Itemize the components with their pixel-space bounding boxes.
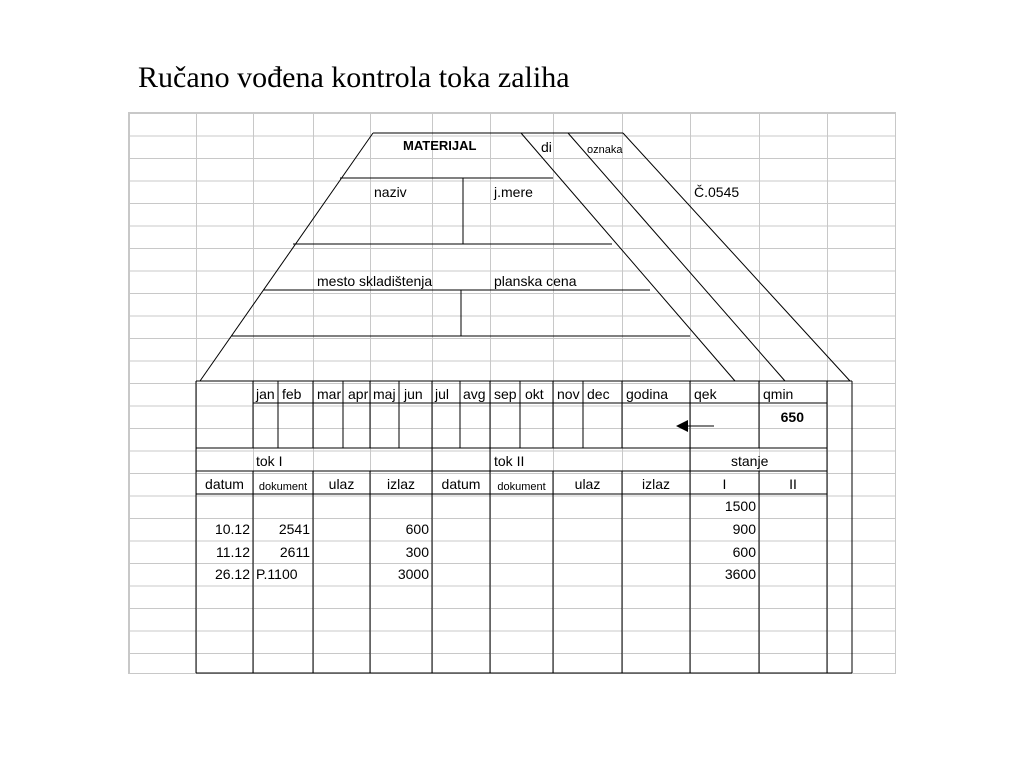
planska-cena-label: planska cena <box>494 273 577 289</box>
jmere-label: j.mere <box>494 184 533 200</box>
dio-label: di <box>541 139 552 155</box>
month-jul: jul <box>435 386 450 402</box>
godina-label: godina <box>626 386 669 402</box>
header-ulaz: ulaz <box>328 476 355 492</box>
row-datum: 10.12 <box>214 521 250 537</box>
header-stanje-1: I <box>722 476 727 492</box>
month-mar: mar <box>317 386 342 402</box>
sifra-value: Č.0545 <box>694 184 740 200</box>
header-ulaz-2: ulaz <box>574 476 601 492</box>
month-maj: maj <box>373 386 396 402</box>
header-datum: datum <box>205 476 244 492</box>
materijal-label: MATERIJAL <box>403 138 477 153</box>
month-sep: sep <box>494 386 517 402</box>
month-nov: nov <box>557 386 580 402</box>
page-title: Ručano vođena kontrola toka zaliha <box>138 61 570 94</box>
row-izlaz: 600 <box>405 521 429 537</box>
qek-label: qek <box>694 386 717 402</box>
row-dokument: 2611 <box>279 544 310 560</box>
header-datum-2: datum <box>441 476 481 492</box>
row-stanje: 3600 <box>724 566 756 582</box>
row-stanje: 1500 <box>724 498 756 514</box>
header-dokument-2: dokument <box>497 481 546 493</box>
row-dokument: P.1100 <box>256 566 298 582</box>
month-jun: jun <box>404 386 423 402</box>
arrow-left-icon <box>676 420 688 432</box>
row-izlaz: 3000 <box>397 566 429 582</box>
header-izlaz: izlaz <box>386 476 415 492</box>
mesto-label: mesto skladištenja <box>317 273 433 289</box>
stanje-label: stanje <box>731 453 769 469</box>
row-datum: 26.12 <box>214 566 250 582</box>
qmin-value: 650 <box>780 409 804 425</box>
oznaka-label: oznaka <box>587 144 623 156</box>
row-stanje: 600 <box>732 544 756 560</box>
naziv-label: naziv <box>374 184 407 200</box>
month-avg: avg <box>463 386 486 402</box>
row-stanje: 900 <box>732 521 756 537</box>
tok1-label: tok I <box>256 453 283 469</box>
month-feb: feb <box>282 386 302 402</box>
row-dokument: 2541 <box>278 521 310 537</box>
row-izlaz: 300 <box>405 544 429 560</box>
row-datum: 11.12 <box>216 544 250 560</box>
month-jan: jan <box>256 386 275 402</box>
header-izlaz-2: izlaz <box>641 476 670 492</box>
month-dec: dec <box>587 386 610 402</box>
header-dokument: dokument <box>258 481 308 493</box>
month-okt: okt <box>525 386 544 402</box>
qmin-label: qmin <box>763 386 794 402</box>
month-apr: apr <box>348 386 369 402</box>
header-stanje-2: II <box>789 476 797 492</box>
tok2-label: tok II <box>494 453 525 469</box>
